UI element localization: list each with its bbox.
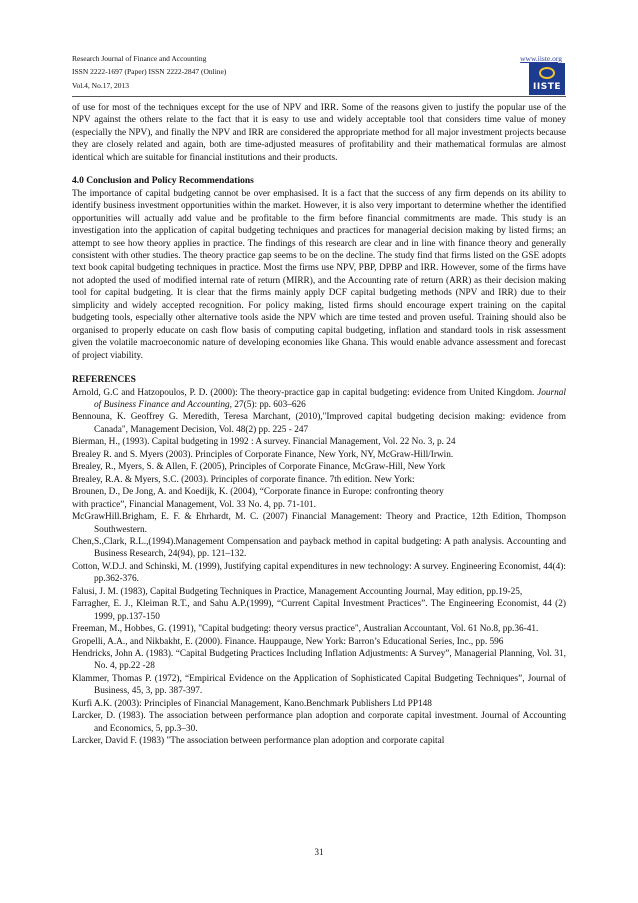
reference-item: Brealey R. and S. Myers (2003). Principles of Corporate Finance, New York, NY, McGraw-Hill/Irwin. [72, 449, 454, 460]
header-divider [72, 96, 566, 97]
reference-journal: Journal of Business Finance and Accounting [94, 387, 566, 410]
journal-name: Research Journal of Finance and Accounting [72, 54, 207, 63]
references-heading: REFERENCES [72, 375, 136, 386]
reference-item: Klammer, Thomas P. (1972), “Empirical Evidence on the Application of Sophisticated Capital Budgeting Techniques”, Journal of Business, 45, 3, pp. 387-397. [72, 673, 566, 697]
reference-item: Kurfi A.K. (2003): Principles of Financial Management, Kano.Benchmark Publishers Ltd PP148 [72, 698, 432, 709]
reference-item: Chen,S.,Clark, R.L.,(1994).Management Compensation and payback method in capital budgeting: A path analysis. Accounting and Business Research, 24(94), pp. 121–132. [72, 536, 566, 560]
reference-item: Gropelli, A.A., and Nikbakht, E. (2000). Finance. Hauppauge, New York: Barron’s Educational Series, Inc., pp. 596 [72, 636, 504, 647]
references-list [72, 387, 566, 748]
reference-item: Brealey, R.A. & Myers, S.C. (2003). Principles of corporate finance. 7th edition. New York: [72, 474, 415, 485]
reference-item: Bierman, H., (1993). Capital budgeting in 1992 : A survey. Financial Management, Vol. 22 No. 3, p. 24 [72, 437, 456, 448]
reference-item: Cotton, W.D.J. and Schinski, M. (1999), Justifying capital expenditures in new technology: A survey. Engineering Economist, 44(4): pp.362-376. [72, 561, 566, 585]
page-body [72, 102, 566, 748]
journal-url-link[interactable]: www.iiste.org [520, 54, 562, 63]
reference-item: Bennouna, K. Geoffrey G. Meredith, Teresa Marchant, (2010),"Improved capital budgeting decision making: evidence from Canada", Management Decision, Vol. 48(2) pp. 225 - 247 [72, 412, 566, 435]
reference-item [72, 387, 566, 412]
reference-item: Freeman, M., Hobbes, G. (1991), "Capital budgeting: theory versus practice", Australian Accountant, Vol. 61 No.8, pp.36-41. [72, 624, 539, 635]
intro-paragraph: of use for most of the techniques except for the use of NPV and IRR. Some of the reasons given to justify the popular use of the NPV against the others relate to the fact that it is easy to use and widely acceptable tool that considers time value of money (especially the NPV), and finally the NPV and IRR are considered the appropriate method for all major investment projects because they are closely related and again, both are time-adjusted measures of profitability and their mathematical formulas are almost identical which are suitable for financial institutions and their products. [72, 103, 566, 163]
issn-line: ISSN 2222-1697 (Paper) ISSN 2222-2847 (Online) [72, 67, 227, 76]
page-number: 31 [314, 847, 324, 857]
conclusion-paragraph: The importance of capital budgeting cannot be over emphasised. It is a fact that the success of any firm depends on its ability to identify business investment opportunities within the market. However, it is also very important to determine whether the identified opportunities will actually add value and be profitable to the firm before financial commitments are made. This study is an investigation into the application of capital budgeting techniques and practices for managerial decision making by listed firms; an attempt to see how theory applies in practice. The findings of this research are clear and in line with finance theory and generally consistent with other studies. The theory practice gap seems to be on the decline. The study find that firms listed on the GSE adopts text book capital budgeting techniques in practice. Most the firms use NPV, PBP, DPBP and IRR. However, some of the firms have not adopted the used of modified internal rate of return (MIRR), and the Accounting rate of return (ARR) as their decision making tool for capital budgeting. It is clear that the firms mainly apply DCF capital budgeting methods (NPV and IRR) due to their simplicity and widely accepted recognition. For policy making, listed firms should encourage expert training on the capital budgeting tools, especially other alternative tools aside the NPV which are time tested and proven useful. Training should also be organised to properly educate on cash flow basis of computing capital budgeting, inflation and standard tools in risk assessment given the volatile macroeconomic nature of developing economies like Ghana. This would enable advance assessment and forecast of project viability. [72, 188, 566, 361]
reference-item: McGrawHill.Brigham, E. F. & Ehrhardt, M. C. (2007) Financial Management: Theory and Practice, 12th Edition, Thompson Southwestern. [72, 512, 566, 535]
reference-item: Farragher, E. J., Kleiman R.T., and Sahu A.P.(1999), “Current Capital Investment Practices”. The Engineering Economist, 44 (2) 1999, pp.137-150 [72, 599, 566, 622]
reference-item: Larcker, D. (1983). The association between performance plan adoption and corporate capital investment. Journal of Accounting and Economics, 5, pp.3–30. [72, 711, 566, 734]
reference-item: Brounen, D., De Jong, A. and Koedijk, K. (2004), “Corporate finance in Europe: confronting theory [72, 487, 444, 498]
reference-item-continued: with practice”, Financial Management, Vol. 33 No. 4, pp. 71-101. [72, 499, 316, 510]
volume-line: Vol.4, No.17, 2013 [72, 81, 129, 90]
reference-item: Falusi, J. M. (1983), Capital Budgeting Techniques in Practice, Management Accounting Journal, May edition, pp.19-25, [72, 586, 523, 597]
iiste-logo-icon [529, 63, 565, 95]
reference-item: Larcker, David F. (1983) "The association between performance plan adoption and corporate capital [72, 736, 445, 747]
logo-text: IISTE [533, 82, 561, 92]
reference-item: Brealey, R., Myers, S. & Allen, F. (2005), Principles of Corporate Finance, McGraw-Hill, New York [72, 462, 446, 473]
reference-text: , 27(5): pp. 603–626 [229, 399, 306, 410]
reference-item: Hendricks, John A. (1983). “Capital Budgeting Practices Including Inflation Adjustments: A Survey”, Managerial Planning, Vol. 31, No. 4, pp.22 -28 [72, 649, 566, 672]
reference-text: Arnold, G.C and Hatzopoulos, P. D. (2000): The theory-practice gap in capital budgeting: evidence from United Kingdom. [72, 387, 538, 398]
conclusion-heading: 4.0 Conclusion and Policy Recommendations [72, 176, 254, 187]
